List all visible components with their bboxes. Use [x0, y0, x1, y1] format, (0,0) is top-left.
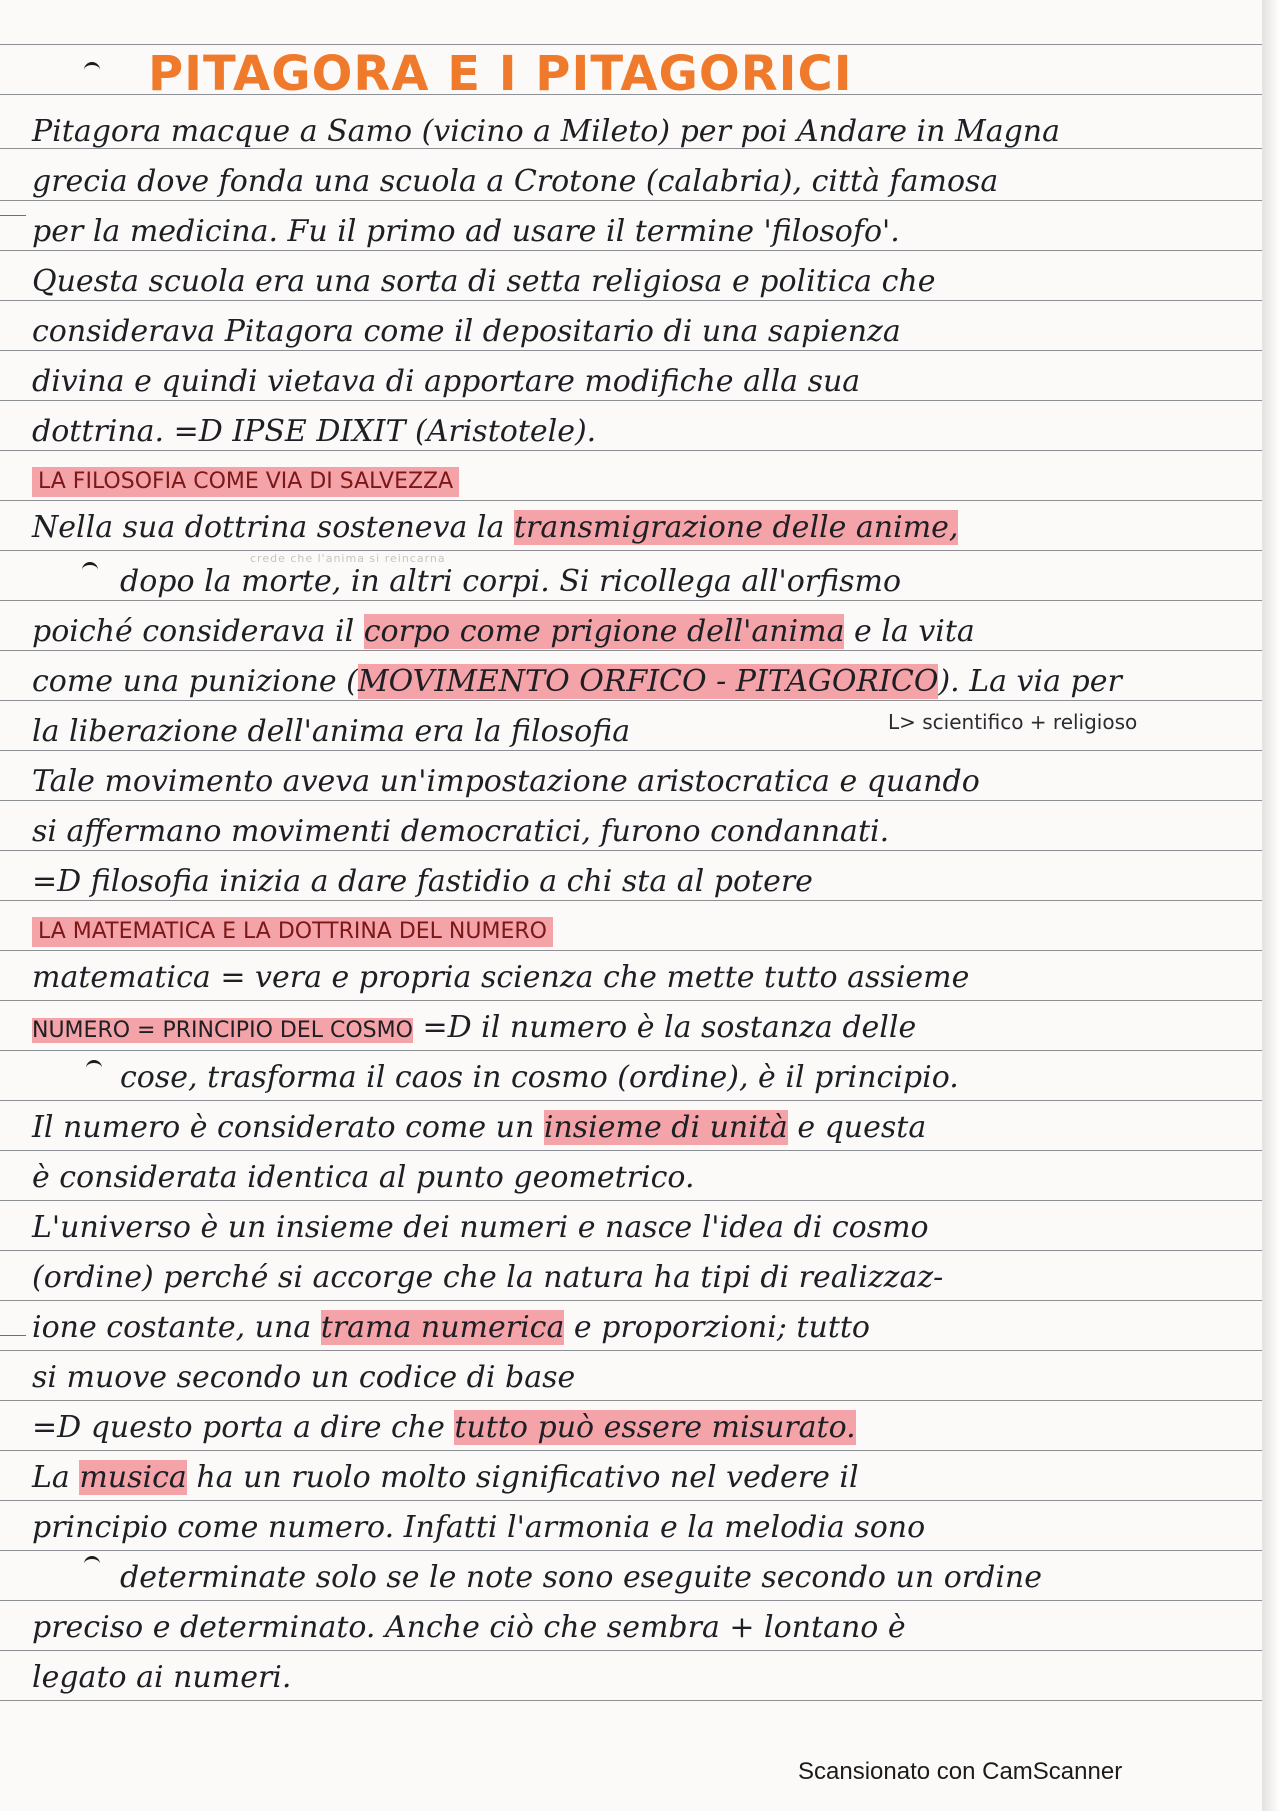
text-line [32, 1308, 1247, 1348]
ruled-line [0, 1600, 1262, 1601]
bullet-mark [86, 1060, 102, 1073]
text-fragment: =D questo porta a dire che [32, 1410, 455, 1445]
margin-tick [0, 215, 26, 216]
highlighted-text: NUMERO = PRINCIPIO DEL COSMO [32, 1018, 413, 1043]
text-line [32, 1108, 1247, 1148]
text-fragment: e proporzioni; tutto [564, 1310, 870, 1345]
page-title: PITAGORA E I PITAGORICI [148, 46, 853, 102]
ruled-line [0, 1150, 1262, 1151]
text-line: Questa scuola era una sorta di setta religiosa e politica che [32, 264, 936, 299]
text-line: L'universo è un insieme dei numeri e nasce l'idea di cosmo [32, 1210, 929, 1245]
bullet-mark [82, 562, 98, 575]
text-line: dopo la morte, in altri corpi. Si ricollega all'orfismo [120, 564, 902, 599]
text-fragment: ). La via per [938, 664, 1122, 699]
ruled-line [0, 500, 1262, 501]
ruled-line [0, 550, 1262, 551]
margin-note: L> scientifico + religioso [888, 710, 1138, 734]
ruled-line [0, 1500, 1262, 1501]
highlighted-text: tutto può essere misurato. [454, 1410, 856, 1445]
highlighted-text: transmigrazione delle anime, [513, 510, 959, 545]
text-line: (ordine) perché si accorge che la natura ha tipi di realizzaz- [32, 1260, 944, 1295]
text-fragment: Il numero è considerato come un [32, 1110, 544, 1145]
text-line [32, 1408, 1247, 1448]
scanner-watermark: Scansionato con CamScanner [798, 1758, 1123, 1785]
text-fragment: e questa [787, 1110, 927, 1145]
text-line [32, 612, 1247, 652]
bullet-mark [84, 1556, 100, 1569]
text-line: preciso e determinato. Anche ciò che sembra + lontano è [32, 1610, 906, 1645]
ruled-line [0, 1350, 1262, 1351]
text-line: la liberazione dell'anima era la filosofia [32, 714, 631, 749]
ruled-line [0, 1250, 1262, 1251]
page-edge [1262, 0, 1280, 1811]
text-line: legato ai numeri. [32, 1660, 292, 1695]
text-fragment: ha un ruolo molto significativo nel vedere il [186, 1460, 859, 1495]
text-fragment: come una punizione ( [32, 664, 358, 699]
text-line: si affermano movimenti democratici, furono condannati. [32, 814, 890, 849]
text-line: Pitagora macque a Samo (vicino a Mileto) per poi Andare in Magna [32, 114, 1061, 149]
text-line: per la medicina. Fu il primo ad usare il termine 'filosofo'. [32, 214, 900, 249]
text-line: =D filosofia inizia a dare fastidio a chi sta al potere [32, 864, 813, 899]
text-line: dottrina. =D IPSE DIXIT (Aristotele). [32, 414, 597, 449]
ruled-line [0, 1200, 1262, 1201]
text-line: principio come numero. Infatti l'armonia e la melodia sono [32, 1510, 926, 1545]
text-line: considerava Pitagora come il depositario di una sapienza [32, 314, 901, 349]
ruled-line [0, 950, 1262, 951]
text-line: divina e quindi vietava di apportare modifiche alla sua [32, 364, 861, 399]
ruled-line [0, 1400, 1262, 1401]
ruled-line [0, 1000, 1262, 1001]
ruled-line [0, 1550, 1262, 1551]
margin-tick [0, 1335, 26, 1336]
bullet-mark [84, 62, 100, 75]
faint-note: crede che l'anima si reincarna [250, 552, 446, 565]
section-heading: LA FILOSOFIA COME VIA DI SALVEZZA [32, 467, 459, 497]
text-fragment: e la vita [844, 614, 975, 649]
ruled-line [0, 1300, 1262, 1301]
text-line: Tale movimento aveva un'impostazione aristocratica e quando [32, 764, 980, 799]
text-fragment: Nella sua dottrina sosteneva la [32, 510, 514, 545]
text-line: si muove secondo un codice di base [32, 1360, 576, 1395]
highlighted-text: insieme di unità [543, 1110, 788, 1145]
text-line: determinate solo se le note sono eseguite secondo un ordine [120, 1560, 1042, 1595]
text-line [32, 1008, 1247, 1051]
text-fragment: poiché considerava il [32, 614, 364, 649]
text-line: è considerata identica al punto geometrico. [32, 1160, 695, 1195]
text-line: matematica = vera e propria scienza che mette tutto assieme [32, 960, 970, 995]
text-line: grecia dove fonda una scuola a Crotone (calabria), città famosa [32, 164, 999, 199]
highlighted-text: trama numerica [320, 1310, 565, 1345]
ruled-line [0, 1100, 1262, 1101]
text-line [32, 1458, 1247, 1498]
text-line [32, 662, 1247, 702]
text-fragment: La [32, 1460, 80, 1495]
ruled-line [0, 1700, 1262, 1701]
section-heading: LA MATEMATICA E LA DOTTRINA DEL NUMERO [32, 917, 553, 947]
highlighted-text: MOVIMENTO ORFICO - PITAGORICO [357, 664, 939, 699]
text-line: cose, trasforma il caos in cosmo (ordine), è il principio. [120, 1060, 959, 1095]
text-fragment: ione costante, una [32, 1310, 321, 1345]
highlighted-text: corpo come prigione dell'anima [363, 614, 845, 649]
ruled-line [0, 1650, 1262, 1651]
ruled-line [0, 44, 1262, 45]
highlighted-text: musica [79, 1460, 187, 1495]
text-line [32, 508, 1247, 548]
ruled-line [0, 1450, 1262, 1451]
text-fragment: =D il numero è la sostanza delle [412, 1010, 917, 1045]
